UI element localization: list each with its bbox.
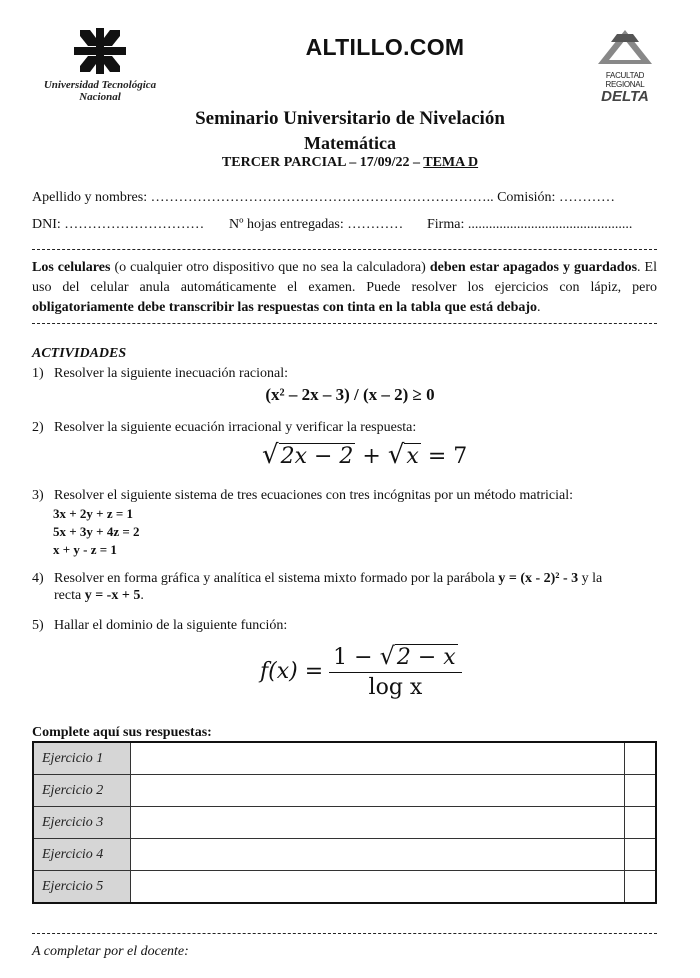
utn-name-line2: Nacional bbox=[79, 91, 121, 103]
answer-label-4: Ejercicio 4 bbox=[33, 839, 131, 871]
divider-middle bbox=[32, 323, 657, 324]
activity-3-text: Resolver el siguiente sistema de tres ecuaciones con tres incógnitas por un método matricial: bbox=[54, 488, 574, 503]
answer-label-1: Ejercicio 1 bbox=[33, 742, 131, 775]
name-field-row: Apellido y nombres: ……………………………………………………………….. Comisión: ………… bbox=[32, 190, 615, 205]
warning-bold-2: deben estar apagados y guardados bbox=[429, 260, 638, 275]
activity-1-formula: (x² – 2x – 3) / (x – 2) ≥ 0 bbox=[265, 385, 435, 404]
activity-4-text-a: Resolver en forma gráfica y analítica el sistema mixto formado por la parábola bbox=[54, 571, 499, 586]
subject-title: Matemática bbox=[304, 133, 396, 153]
activities-heading: ACTIVIDADES bbox=[32, 346, 127, 361]
system-equation-1: 3x + 2y + z = 1 bbox=[53, 506, 133, 521]
activity-4-line2 bbox=[54, 588, 144, 604]
utn-name-line1: Universidad Tecnológica bbox=[43, 79, 157, 91]
activity-1-text: Resolver la siguiente inecuación racional: bbox=[54, 366, 289, 381]
table-row bbox=[33, 742, 656, 775]
exam-title bbox=[0, 155, 700, 171]
answer-label-2: Ejercicio 2 bbox=[33, 775, 131, 807]
utn-logo bbox=[30, 28, 170, 103]
hojas-field: Nº hojas entregadas: ………… bbox=[229, 217, 404, 232]
dni-field: DNI: ………………………… bbox=[32, 217, 205, 232]
exam-title-prefix: TERCER PARCIAL – 17/09/22 – bbox=[221, 155, 424, 170]
course-title: Seminario Universitario de Nivelación bbox=[195, 108, 505, 129]
warning-text-2: . El uso del celular anula automáticamente el examen. Puede resolver los ejercicios con lápiz, pero bbox=[32, 260, 657, 295]
sqrt-sign-icon: √ bbox=[262, 440, 279, 470]
numerator-constant: 1 − bbox=[333, 645, 380, 670]
answer-score-cell-5[interactable] bbox=[625, 871, 657, 904]
frd-name: DELTA bbox=[601, 88, 649, 105]
table-row bbox=[33, 871, 656, 904]
answer-cell-1[interactable] bbox=[131, 742, 625, 775]
answer-label-5: Ejercicio 5 bbox=[33, 871, 131, 904]
answer-cell-5[interactable] bbox=[131, 871, 625, 904]
warning-bold-1: Los celulares bbox=[32, 260, 111, 275]
answer-score-cell-3[interactable] bbox=[625, 807, 657, 839]
activity-2-radicand-a: 2x − 2 bbox=[280, 444, 354, 469]
activity-5-formula bbox=[260, 642, 462, 700]
answer-cell-2[interactable] bbox=[131, 775, 625, 807]
delta-triangle-icon bbox=[595, 28, 655, 66]
answer-label-3: Ejercicio 3 bbox=[33, 807, 131, 839]
activity-4 bbox=[32, 571, 662, 587]
table-row bbox=[33, 839, 656, 871]
activity-2 bbox=[32, 420, 416, 436]
answer-score-cell-2[interactable] bbox=[625, 775, 657, 807]
fraction-numerator bbox=[329, 642, 462, 670]
warning-text-1: (o cualquier otro dispositivo que no sea la calculadora) bbox=[110, 260, 430, 275]
activity-2-text: Resolver la siguiente ecuación irracional y verificar la respuesta: bbox=[54, 420, 417, 435]
docente-label: A completar por el docente: bbox=[32, 944, 189, 959]
activity-1-number: 1) bbox=[32, 366, 44, 381]
activity-4-text-b: y la bbox=[578, 571, 603, 586]
activity-5-number: 5) bbox=[32, 618, 44, 633]
frd-logo bbox=[588, 28, 662, 104]
utn-name bbox=[30, 79, 170, 103]
warning-bold-3: obligatoriamente debe transcribir las respuestas con tinta en la tabla que está debajo bbox=[32, 300, 538, 315]
divider-bottom bbox=[32, 933, 657, 934]
fraction-denominator: log x bbox=[368, 675, 423, 700]
exam-tema: TEMA D bbox=[423, 155, 479, 170]
frd-label: FACULTAD REGIONAL bbox=[605, 71, 645, 89]
activity-3-system bbox=[53, 505, 140, 559]
answer-cell-3[interactable] bbox=[131, 807, 625, 839]
activity-5-text: Hallar el dominio de la siguiente función: bbox=[54, 618, 288, 633]
answer-score-cell-4[interactable] bbox=[625, 839, 657, 871]
answer-score-cell-1[interactable] bbox=[625, 742, 657, 775]
warning-text bbox=[32, 258, 657, 318]
system-equation-3: x + y - z = 1 bbox=[53, 542, 117, 557]
warning-text-3: . bbox=[537, 300, 541, 315]
firma-field: Firma: ............................................... bbox=[427, 217, 633, 232]
activity-3-number: 3) bbox=[32, 488, 44, 503]
activity-4-text-c: recta bbox=[54, 588, 85, 603]
table-row bbox=[33, 807, 656, 839]
divider-top bbox=[32, 249, 657, 250]
table-row bbox=[33, 775, 656, 807]
activity-1 bbox=[32, 366, 288, 382]
activity-2-radicand-b: x bbox=[406, 444, 419, 469]
answers-table bbox=[32, 741, 657, 904]
activity-4-line: y = -x + 5 bbox=[84, 588, 141, 603]
activity-4-number: 4) bbox=[32, 571, 44, 586]
sqrt-sign-icon: √ bbox=[387, 440, 405, 470]
sqrt-sign-icon: √ bbox=[379, 642, 395, 670]
activity-5-lhs: f(x) = bbox=[260, 658, 324, 684]
activity-2-rhs: = 7 bbox=[420, 444, 468, 469]
site-title: ALTILLO.COM bbox=[305, 34, 465, 60]
fraction bbox=[329, 642, 462, 700]
utn-emblem-icon bbox=[74, 28, 126, 74]
fraction-bar bbox=[329, 672, 462, 673]
answer-cell-4[interactable] bbox=[131, 839, 625, 871]
numerator-radicand: 2 − x bbox=[396, 645, 456, 670]
activity-4-text-d: . bbox=[140, 588, 144, 603]
answers-heading: Complete aquí sus respuestas: bbox=[32, 725, 212, 740]
activity-3 bbox=[32, 488, 662, 504]
activity-5 bbox=[32, 618, 287, 634]
activity-2-number: 2) bbox=[32, 420, 44, 435]
system-equation-2: 5x + 3y + 4z = 2 bbox=[53, 524, 140, 539]
activity-2-formula: √2x − 2 + √x = 7 bbox=[262, 440, 468, 470]
activity-4-parabola: y = (x - 2)² - 3 bbox=[498, 571, 579, 586]
